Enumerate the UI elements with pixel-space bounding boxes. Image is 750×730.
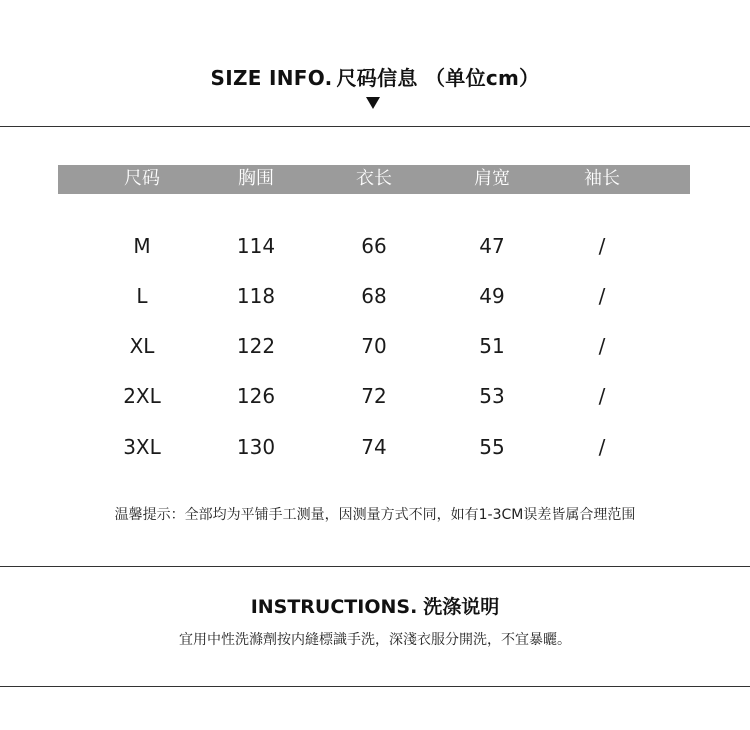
- washing-instructions: 宜用中性洗滌劑按内縫標識手洗，深淺衣服分開洗，不宜暴曬。: [179, 632, 571, 648]
- header-size: 尺码: [124, 168, 160, 189]
- cell-sleeve: /: [598, 234, 606, 258]
- triangle-down-icon: [366, 97, 380, 109]
- size-info-title-en: SIZE INFO.: [210, 66, 333, 90]
- size-info-title-cn: 尺码信息 （单位cm）: [336, 66, 540, 90]
- cell-sleeve: /: [598, 435, 606, 459]
- table-row: [58, 432, 690, 462]
- cell-size: L: [136, 284, 148, 308]
- size-table-header: [58, 165, 690, 194]
- cell-length: 72: [361, 384, 387, 408]
- cell-length: 68: [361, 284, 387, 308]
- divider-top: [0, 126, 750, 127]
- table-row: [58, 331, 690, 361]
- cell-size: XL: [129, 334, 155, 358]
- instructions-title: [0, 592, 750, 619]
- cell-chest: 114: [236, 234, 276, 258]
- table-row: [58, 281, 690, 311]
- cell-length: 70: [361, 334, 387, 358]
- cell-shoulder: 55: [479, 435, 505, 459]
- instructions-title-cn: 洗涤说明: [423, 596, 500, 618]
- table-row: [58, 231, 690, 261]
- cell-chest: 122: [236, 334, 276, 358]
- cell-size: 2XL: [123, 384, 161, 408]
- instructions-title-en: INSTRUCTIONS.: [250, 596, 418, 618]
- measurement-note: 温馨提示：全部均为平铺手工测量，因测量方式不同，如有1-3CM误差皆属合理范围: [114, 507, 636, 523]
- cell-chest: 118: [236, 284, 276, 308]
- cell-shoulder: 49: [479, 284, 505, 308]
- cell-shoulder: 51: [479, 334, 505, 358]
- header-chest: 胸围: [238, 168, 274, 189]
- cell-shoulder: 53: [479, 384, 505, 408]
- header-shoulder: 肩宽: [474, 168, 510, 189]
- size-info-title: [0, 62, 750, 91]
- cell-sleeve: /: [598, 384, 606, 408]
- divider-middle: [0, 566, 750, 567]
- table-row: [58, 381, 690, 411]
- cell-chest: 126: [236, 384, 276, 408]
- cell-sleeve: /: [598, 284, 606, 308]
- cell-sleeve: /: [598, 334, 606, 358]
- cell-size: 3XL: [123, 435, 161, 459]
- divider-bottom: [0, 686, 750, 687]
- cell-chest: 130: [236, 435, 276, 459]
- cell-length: 74: [361, 435, 387, 459]
- cell-size: M: [133, 234, 151, 258]
- header-length: 衣长: [356, 168, 392, 189]
- header-sleeve: 袖长: [584, 168, 620, 189]
- cell-shoulder: 47: [479, 234, 505, 258]
- cell-length: 66: [361, 234, 387, 258]
